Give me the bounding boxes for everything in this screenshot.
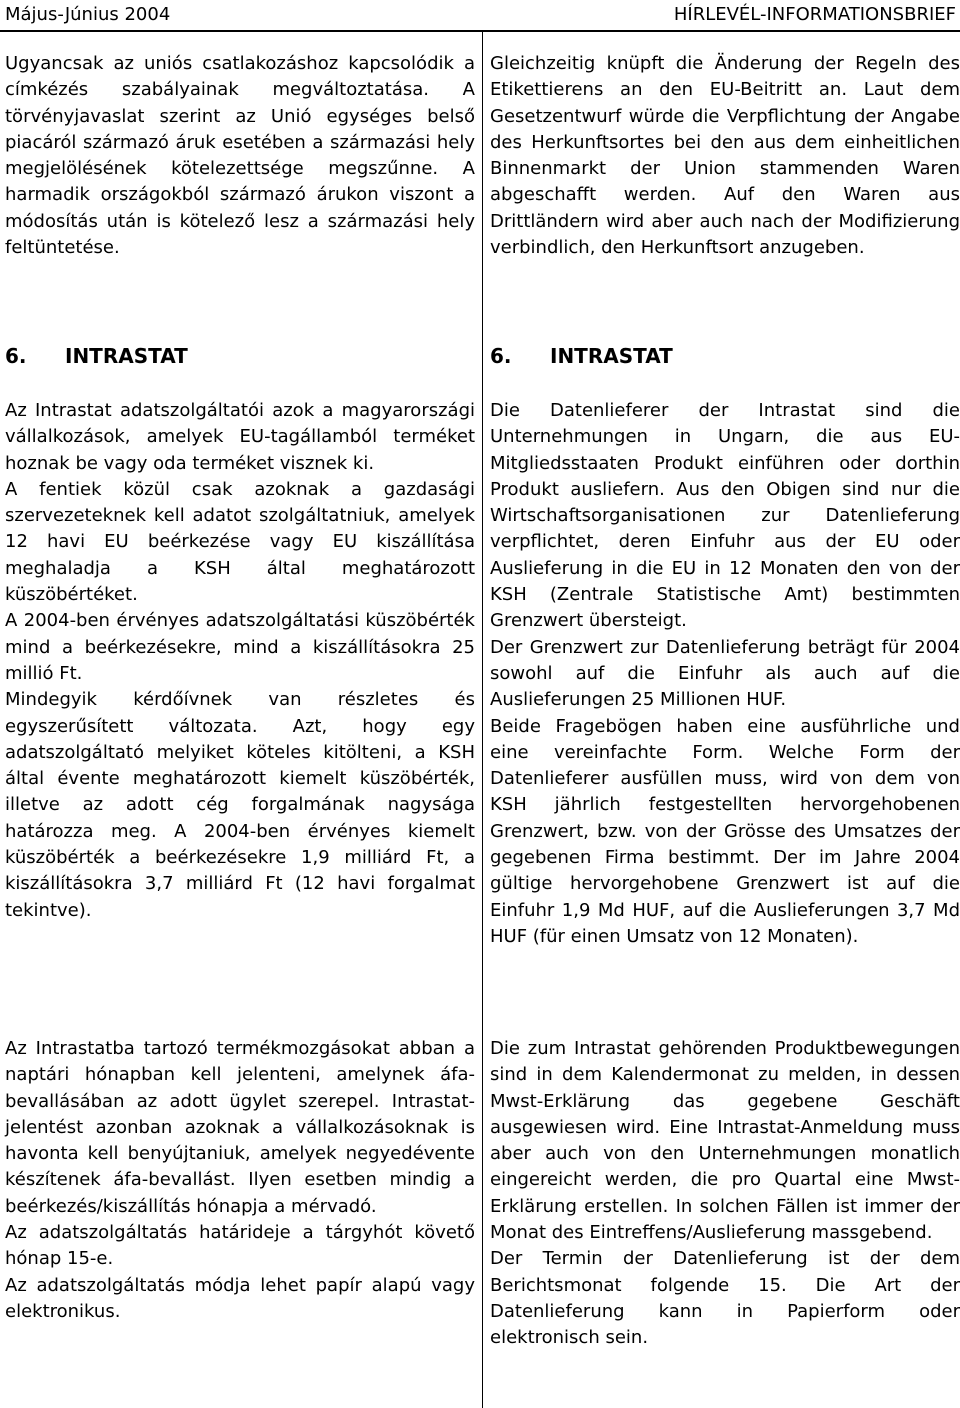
hungarian-intro-block <box>5 51 475 261</box>
german-paragraph: Der Grenzwert zur Datenlieferung beträgt für 2004 sowohl auf die Einfuhr als auch auf die Auslieferungen 25 Millionen HUF. <box>490 636 960 711</box>
hungarian-paragraph: A 2004-ben érvényes adatszolgáltatási küszöbérték mind a beérkezésekre, mind a kiszállításokra 25 millió Ft. <box>5 610 475 684</box>
header-date: Május-Június 2004 <box>5 4 171 25</box>
german-intro-paragraph: Gleichzeitig knüpft die Änderung der Regeln des Etikettierens an den EU-Beitritt an. Laut dem Gesetzentwurf würde die Verpflichtung der Angabe des Herkunftsortes bei den aus dem einheitlichen Binnenmarkt der Union stammenden Waren abgeschafft werden. Auf den Waren aus Drittländern wird aber auch nach der Modifizierung verbindlich, den Herkunftsort anzugeben. <box>490 53 960 259</box>
hungarian-paragraph: Az adatszolgáltatás módja lehet papír alapú vagy elektronikus. <box>5 1274 475 1322</box>
german-paragraph: Beide Fragebögen haben eine ausführliche und eine vereinfachte Form. Welche Form der Datenlieferer ausfüllen muss, wird von dem von KSH jährlich festgestellten hervorgehobenen Grenzwert, bzw. von der Grösse des Umsatzes der gegebenen Firma bestimmt. Der im Jahre 2004 gültige hervorgehobene Grenzwert ist auf die Einfuhr 1,9 Md HUF, auf die Auslieferungen 3,7 Md HUF (für einen Umsatz von 12 Monaten). <box>490 715 960 947</box>
german-section-title: INTRASTAT <box>550 344 673 368</box>
hungarian-intro-paragraph: Ugyancsak az uniós csatlakozáshoz kapcsolódik a címkézés szabályainak megváltoztatása. A törvényjavaslat szerint az Unió egységes belső piacáról származó áruk esetében a származási hely megjelölésének kötelezettsége megszűnne. A harmadik országokból származó árukon viszont a módosítás után is kötelező lesz a származási hely feltüntetése. <box>5 53 475 259</box>
german-section-number: 6. <box>490 344 512 368</box>
hungarian-paragraph: Az Intrastat adatszolgáltatói azok a magyarországi vállalkozások, amelyek EU-tagállamból terméket hoznak be vagy oda terméket visznek ki. <box>5 400 475 474</box>
hungarian-paragraph: Az Intrastatba tartozó termékmozgásokat abban a naptári hónapban kell jelenteni, amelynek áfa-bevallásában az adott ügylet szerepel. Intrastat-jelentést azonban azoknak a vállalkozásoknak is havonta kell benyújtaniuk, amelyek negyedévente készítenek áfa-bevallást. Ilyen esetben mindig a beérkezés/kiszállítás hónapja a mérvadó. <box>5 1038 475 1217</box>
german-section-heading <box>490 343 960 369</box>
hungarian-section-body-2 <box>5 1036 475 1325</box>
hungarian-paragraph: A fentiek közül csak azoknak a gazdasági szervezeteknek kell adatot szolgáltatniuk, amelyek 12 havi EU beérkezése vagy EU kiszállítása meghaladja a KSH által meghatározott küszöbértéket. <box>5 478 475 606</box>
german-paragraph: Die zum Intrastat gehörenden Produktbewegungen sind in dem Kalendermonat zu melden, in dessen Mwst-Erklärung das gegebene Geschäft ausgewiesen wird. Eine Intrastat-Anmeldung muss aber auch von den Unternehmungen monatlich eingereicht werden, die pro Quartal eine Mwst-Erklärung erstellen. In solchen Fällen ist immer der Monat des Eintreffens/Auslieferung massgebend. <box>490 1038 960 1244</box>
german-section-body-1 <box>490 398 960 950</box>
hungarian-paragraph: Az adatszolgáltatás határideje a tárgyhót követő hónap 15-e. <box>5 1222 475 1270</box>
german-intro-block <box>490 51 960 261</box>
german-paragraph: Der Termin der Datenlieferung ist der dem Berichtsmonat folgende 15. Die Art der Datenlieferung kann in Papierform oder elektronisch sein. <box>490 1248 960 1349</box>
german-section-body-2 <box>490 1036 960 1352</box>
hungarian-section-heading <box>5 343 475 369</box>
column-divider <box>482 32 483 1408</box>
hungarian-section-number: 6. <box>5 344 27 368</box>
hungarian-section-title: INTRASTAT <box>65 344 188 368</box>
header-newsletter-title: HÍRLEVÉL-INFORMATIONSBRIEF <box>673 4 956 25</box>
german-paragraph: Die Datenlieferer der Intrastat sind die Unternehmungen in Ungarn, die aus EU-Mitgliedsstaaten Produkt einführen oder dorthin Produkt ausliefern. Aus den Obigen sind nur die Wirtschaftsorganisationen zur Datenlieferung verpflichtet, deren Einfuhr aus der EU oder Auslieferung in die EU in 12 Monaten den von der KSH (Zentrale Statistische Amt) bestimmten Grenzwert übersteigt. <box>490 400 960 632</box>
page-header <box>0 0 960 32</box>
hungarian-section-body-1 <box>5 398 475 924</box>
hungarian-paragraph: Mindegyik kérdőívnek van részletes és egyszerűsített változata. Azt, hogy egy adatszolgáltató melyiket köteles kitölteni, a KSH által évente meghatározott kiemelt küszöbérték, illetve az adott cég forgalmának nagysága határozza meg. A 2004-ben érvényes kiemelt küszöbérték a beérkezésekre 1,9 milliárd Ft, a kiszállításokra 3,7 milliárd Ft (12 havi forgalmat tekintve). <box>5 689 475 921</box>
